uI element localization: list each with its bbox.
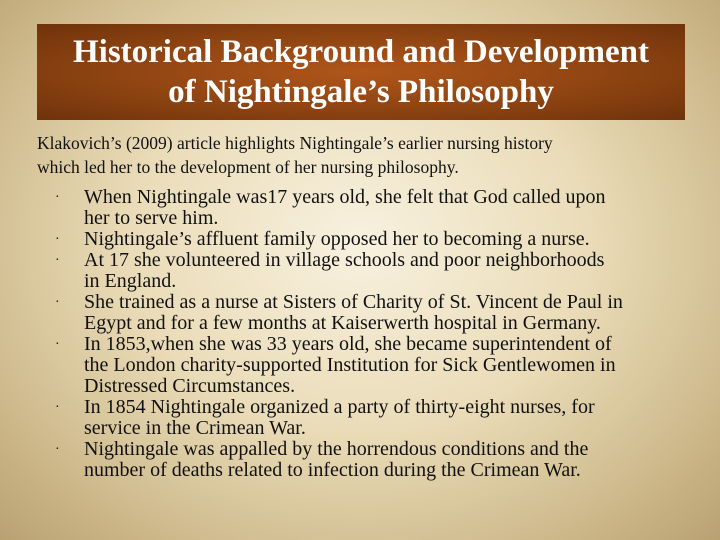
bullet-marker: · bbox=[55, 232, 60, 247]
title-banner bbox=[37, 24, 685, 120]
bullet-marker: · bbox=[55, 295, 60, 310]
bullet-item bbox=[52, 334, 692, 397]
bullet-text-line: At 17 she volunteered in village schools and poor neighborhoods bbox=[84, 249, 605, 271]
bullet-item bbox=[52, 187, 692, 229]
bullet-text-line: In 1854 Nightingale organized a party of thirty-eight nurses, for bbox=[84, 396, 595, 418]
bullet-list bbox=[52, 187, 692, 481]
bullet-text-line: Nightingale was appalled by the horrendous conditions and the bbox=[84, 438, 589, 460]
bullet-marker: · bbox=[55, 253, 60, 268]
bullet-marker: · bbox=[55, 190, 60, 205]
bullet-marker: · bbox=[55, 337, 60, 352]
intro-line-1: Klakovich’s (2009) article highlights Nightingale’s earlier nursing history bbox=[37, 133, 553, 153]
slide-title-line-1: Historical Background and Development bbox=[72, 34, 649, 70]
bullet-text-line: Distressed Circumstances. bbox=[84, 375, 296, 397]
bullet-item bbox=[52, 229, 692, 250]
bullet-text-line: her to serve him. bbox=[84, 207, 219, 229]
intro-paragraph bbox=[37, 131, 687, 179]
bullet-text-line: In 1853,when she was 33 years old, she became superintendent of bbox=[84, 333, 612, 355]
bullet-text-line: in England. bbox=[84, 270, 177, 292]
bullet-item bbox=[52, 250, 692, 292]
slide-title-line-2: of Nightingale’s Philosophy bbox=[168, 74, 554, 110]
bullet-text-line: When Nightingale was17 years old, she felt that God called upon bbox=[84, 186, 606, 208]
bullet-text-line: the London charity-supported Institution for Sick Gentlewomen in bbox=[84, 354, 616, 376]
bullet-item bbox=[52, 292, 692, 334]
bullet-text-line: number of deaths related to infection during the Crimean War. bbox=[84, 459, 581, 481]
intro-line-2: which led her to the development of her nursing philosophy. bbox=[37, 157, 459, 177]
bullet-text-line: She trained as a nurse at Sisters of Charity of St. Vincent de Paul in bbox=[84, 291, 623, 313]
bullet-text-line: service in the Crimean War. bbox=[84, 417, 306, 439]
bullet-text-line: Egypt and for a few months at Kaiserwerth hospital in Germany. bbox=[84, 312, 601, 334]
bullet-text-line: Nightingale’s affluent family opposed her to becoming a nurse. bbox=[84, 228, 590, 250]
bullet-marker: · bbox=[55, 442, 60, 457]
bullet-item bbox=[52, 397, 692, 439]
bullet-marker: · bbox=[55, 400, 60, 415]
bullet-item bbox=[52, 439, 692, 481]
